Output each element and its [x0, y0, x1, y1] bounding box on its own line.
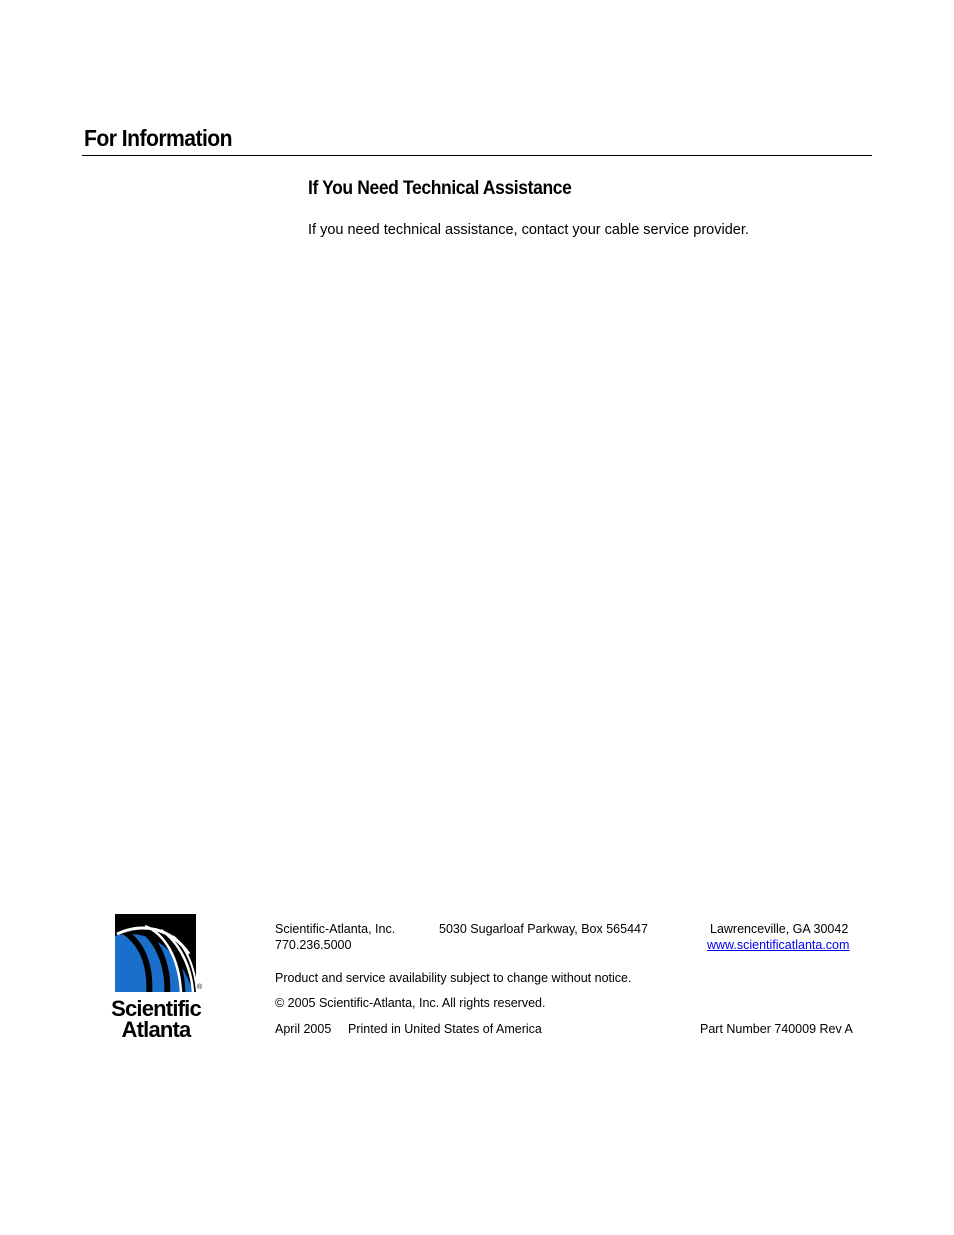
company-city: Lawrenceville, GA 30042: [710, 922, 849, 936]
company-phone: 770.236.5000: [275, 938, 352, 952]
company-name: Scientific-Atlanta, Inc.: [275, 922, 396, 936]
company-address: 5030 Sugarloaf Parkway, Box 565447: [439, 922, 648, 936]
website-link[interactable]: www.scientificatlanta.com: [707, 938, 850, 952]
availability-notice: Product and service availability subject to change without notice.: [275, 971, 632, 985]
section-heading: If You Need Technical Assistance: [308, 178, 572, 199]
registered-mark: ®: [197, 984, 203, 991]
printed-location: Printed in United States of America: [348, 1022, 542, 1036]
title-divider: [82, 155, 872, 156]
section-body-text: If you need technical assistance, contact your cable service provider.: [308, 222, 749, 238]
globe-logo-icon: [115, 914, 196, 992]
page-title: For Information: [84, 125, 233, 151]
publication-date: April 2005: [275, 1022, 332, 1036]
logo-wordmark: [100, 998, 212, 1040]
logo-line-scientific: Scientific: [111, 996, 201, 1021]
scientific-atlanta-logo: [100, 914, 212, 1044]
copyright-notice: © 2005 Scientific-Atlanta, Inc. All rights reserved.: [275, 996, 546, 1010]
part-number: Part Number 740009 Rev A: [700, 1022, 853, 1036]
logo-line-atlanta: Atlanta: [121, 1017, 191, 1042]
